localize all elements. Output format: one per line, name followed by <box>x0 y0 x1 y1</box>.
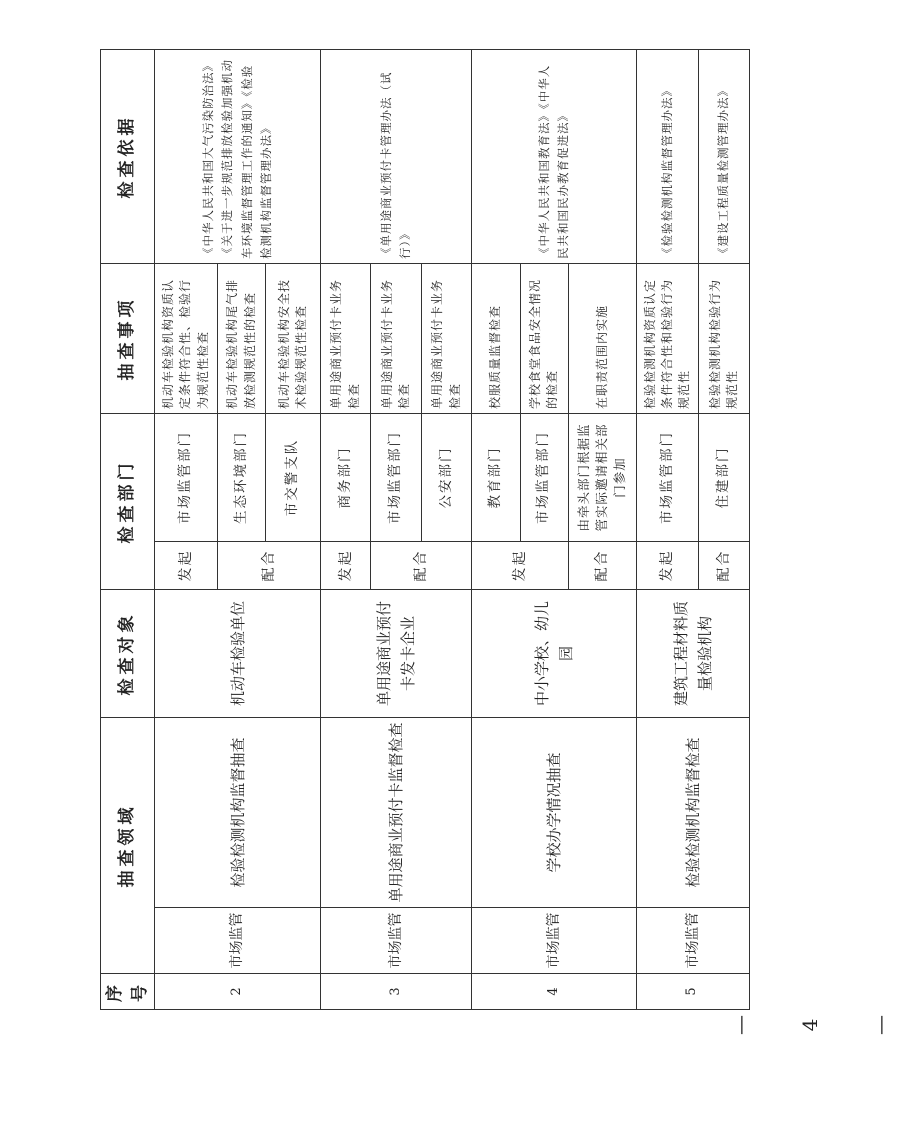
table-row <box>155 50 218 1010</box>
basis-cell: 《单用途商业预付卡管理办法（试行）》 <box>321 50 472 264</box>
table-header-row <box>101 50 155 1010</box>
role-cooperate: 配合 <box>217 542 320 590</box>
row-category: 市场监管 <box>321 908 472 974</box>
dept-cell: 市场监管部门 <box>520 414 568 542</box>
header-dept: 检查部门 <box>101 414 155 590</box>
header-basis: 检查依据 <box>101 50 155 264</box>
dept-cell: 生态环境部门 <box>217 414 265 542</box>
dept-cell: 教育部门 <box>472 414 520 542</box>
page-number: — 4 — <box>728 1015 892 1035</box>
dept-cell: 市交警支队 <box>266 414 321 542</box>
role-cooperate: 配合 <box>699 542 750 590</box>
item-cell: 机动车检验机构资质认定条件符合性、检验行为规范性检查 <box>155 264 218 414</box>
basis-cell: 《中华人民共和国教育法》《中华人民共和国民办教育促进法》 <box>472 50 636 264</box>
dept-cell: 市场监管部门 <box>155 414 218 542</box>
dept-cell: 公安部门 <box>421 414 471 542</box>
basis-cell: 《检验检测机构监督管理办法》 <box>636 50 699 264</box>
row-object: 机动车检验单位 <box>155 590 321 718</box>
item-cell: 检验检测机构检验行为规范性 <box>699 264 750 414</box>
dept-cell: 市场监管部门 <box>371 414 421 542</box>
role-initiate: 发起 <box>321 542 371 590</box>
item-cell: 机动车检验机构安全技术检验规范性检查 <box>266 264 321 414</box>
role-initiate: 发起 <box>155 542 218 590</box>
table-row <box>636 50 699 1010</box>
row-category: 市场监管 <box>472 908 636 974</box>
header-field: 抽查领域 <box>101 718 155 974</box>
row-seq: 4 <box>472 974 636 1010</box>
row-category: 市场监管 <box>155 908 321 974</box>
role-cooperate: 配合 <box>568 542 636 590</box>
item-cell: 检验检测机构资质认定条件符合性和检验行为规范性 <box>636 264 699 414</box>
item-cell: 机动车检验机构尾气排放检测规范性的检查 <box>217 264 265 414</box>
table-row <box>321 50 371 1010</box>
dept-cell: 市场监管部门 <box>636 414 699 542</box>
item-cell: 单用途商业预付卡业务检查 <box>371 264 421 414</box>
item-cell: 校服质量监督检查 <box>472 264 520 414</box>
row-object: 建筑工程材料质量检验机构 <box>636 590 749 718</box>
dept-cell: 住建部门 <box>699 414 750 542</box>
row-field: 检验检测机构监督抽查 <box>155 718 321 908</box>
header-item: 抽查事项 <box>101 264 155 414</box>
table-row <box>472 50 520 1010</box>
row-object: 单用途商业预付卡发卡企业 <box>321 590 472 718</box>
item-cell: 单用途商业预付卡业务检查 <box>421 264 471 414</box>
header-seq: 序号 <box>101 974 155 1010</box>
rotated-page <box>100 50 750 1010</box>
item-cell: 学校食堂食品安全情况的检查 <box>520 264 568 414</box>
row-object: 中小学校、幼儿园 <box>472 590 636 718</box>
row-category: 市场监管 <box>636 908 749 974</box>
role-initiate: 发起 <box>472 542 568 590</box>
item-cell: 单用途商业预付卡业务检查 <box>321 264 371 414</box>
row-field: 检验检测机构监督检查 <box>636 718 749 908</box>
basis-cell: 《中华人民共和国大气污染防治法》《关于进一步规范排放检验加强机动车环境监督管理工作的通知》《检验检测机构监督管理办法》 <box>155 50 321 264</box>
role-initiate: 发起 <box>636 542 699 590</box>
dept-cell: 商务部门 <box>321 414 371 542</box>
basis-cell: 《建设工程质量检测管理办法》 <box>699 50 750 264</box>
dept-cell: 由牵头部门根据监管实际邀请相关部门参加 <box>568 414 636 542</box>
row-field: 单用途商业预付卡监督检查 <box>321 718 472 908</box>
row-field: 学校办学情况抽查 <box>472 718 636 908</box>
role-cooperate: 配合 <box>371 542 472 590</box>
inspection-table <box>100 49 750 1010</box>
row-seq: 2 <box>155 974 321 1010</box>
header-object: 检查对象 <box>101 590 155 718</box>
row-seq: 3 <box>321 974 472 1010</box>
item-cell: 在职责范围内实施 <box>568 264 636 414</box>
row-seq: 5 <box>636 974 749 1010</box>
